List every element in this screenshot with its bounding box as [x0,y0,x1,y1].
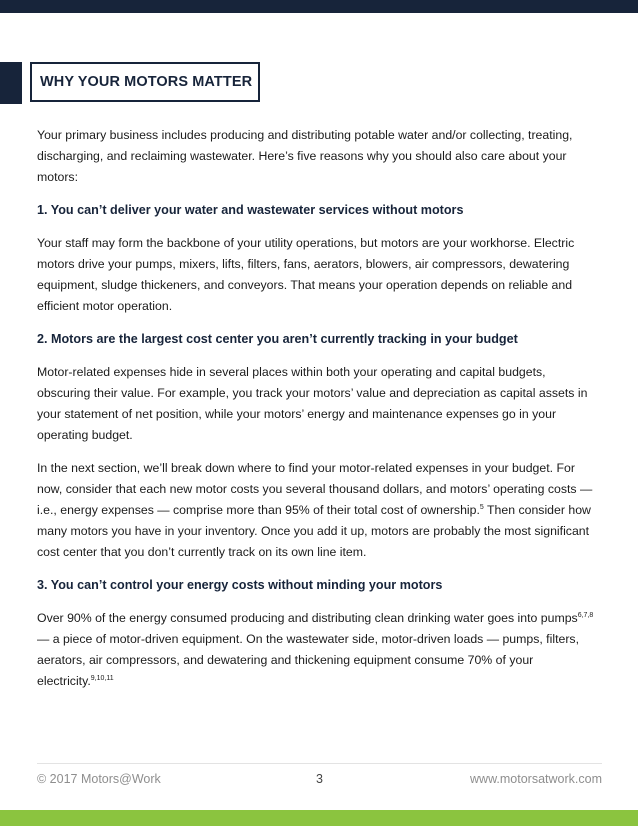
reason-1-paragraph: Your staff may form the backbone of your utility operations, but motors are your workhorse. Electric motors drive your pumps, mixers, lifts, filters, fans, aerators, blowers, air compressors, dewatering equipment, sludge thickeners, and conveyors. That means your operation depends on reliable and efficient motor operation. [37,236,575,313]
page-number: 3 [316,772,323,786]
document-body [37,125,597,704]
footer-divider [37,763,602,764]
reason-3-paragraph [37,608,597,692]
reason-3-text-a: Over 90% of the energy consumed producing and distributing clean drinking water goes into pumps [37,611,578,625]
footnote-ref: 9,10,11 [90,674,114,682]
bottom-accent-bar [0,810,638,826]
section-title: WHY YOUR MOTORS MATTER [30,62,260,102]
reason-2-paragraph-1: Motor-related expenses hide in several places within both your operating and capital budgets, obscuring their value. For example, you track your motors’ value and depreciation as capital assets in your statement of net position, while your motors’ energy and maintenance expenses go in your operating budget. [37,365,588,442]
reason-2-text-b: Then consider how many motors you have in your inventory. Once you add it up, motors are probably the most significant cost center that you don’t currently track on its own line item. [37,503,591,559]
intro-paragraph: Your primary business includes producing and distributing potable water and/or collecting, treating, discharging, and reclaiming wastewater. Here’s five reasons why you should also care about your motors: [37,128,573,184]
reason-2-paragraph-2 [37,458,597,563]
section-marker-tab [0,62,22,104]
footnote-ref: 5 [479,503,484,511]
footer-website-link[interactable]: www.motorsatwork.com [470,772,602,786]
page-footer [37,772,602,792]
reason-1-heading: 1. You can’t deliver your water and wastewater services without motors [37,203,464,217]
reason-3-text-b: — a piece of motor-driven equipment. On the wastewater side, motor-driven loads — pumps, filters, aerators, air compressors, and dewatering and thickening equipment consume 70% of your electricity. [37,632,579,688]
footnote-ref: 6,7,8 [577,611,594,619]
reason-3-heading: 3. You can’t control your energy costs without minding your motors [37,578,443,592]
reason-2-heading: 2. Motors are the largest cost center you aren’t currently tracking in your budget [37,332,518,346]
top-banner-bar [0,0,638,13]
footer-copyright: © 2017 Motors@Work [37,772,161,786]
reason-2-text-a: In the next section, we’ll break down where to find your motor-related expenses in your budget. For now, consider that each new motor costs you several thousand dollars, and motors’ operating costs — i.e., energy expenses — comprise more than 95% of their total cost of ownership. [37,461,593,517]
